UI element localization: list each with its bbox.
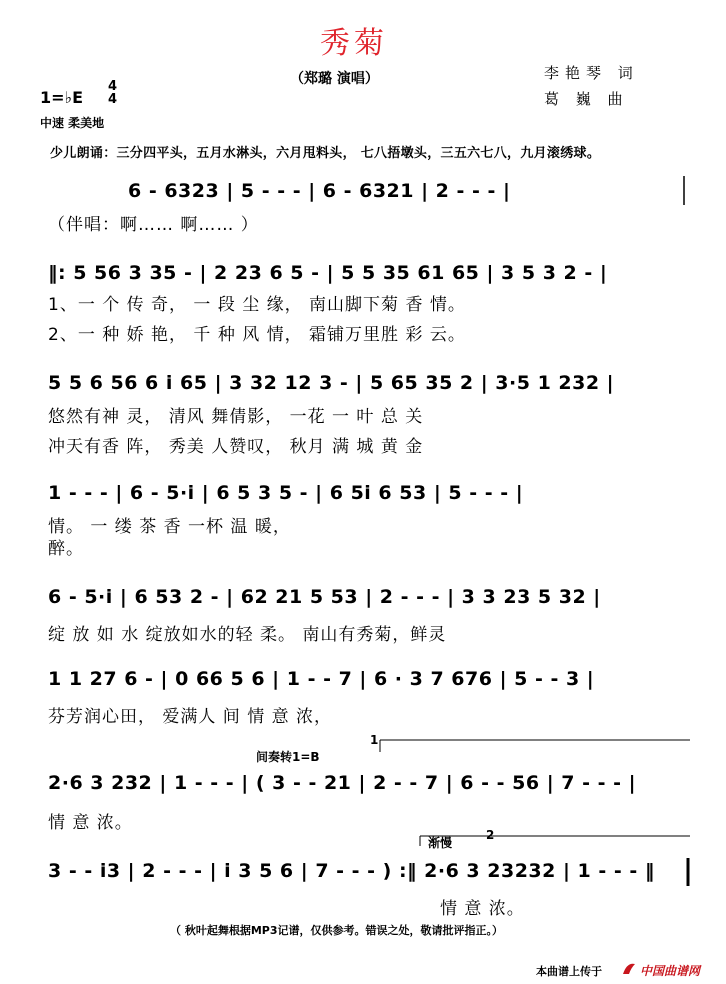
time-signature: 4 4 — [108, 79, 118, 107]
volta-1-label: 1 — [370, 733, 379, 747]
score-system-3-lyrics-verse2: 冲天有香 阵， 秀美 人赞叹， 秋月 满 城 黄 金 — [48, 437, 424, 457]
recitation-line: 少儿朗诵：三分四平头，五月水淋头，六月甩料头， 七八捂墩头，三五六七八，九月滚绣球。 — [50, 146, 601, 161]
lyricist-credit: 李艳琴 词 — [544, 64, 639, 82]
score-system-8-notes: 3 - - i3 | 2 - - - | i 3 5 6 | 7 - - - ) :‖ 2·6 3 23232 | 1 - - - ‖ — [48, 860, 655, 882]
score-system-6-lyrics: 芬芳润心田， 爱满人 间 情 意 浓， — [48, 707, 333, 727]
score-system-3-notes: 5 5 6 56 6 i 65 | 3 32 12 3 - | 5 65 35 2 | 3·5 1 232 | — [48, 372, 615, 394]
singer-credit: （郑璐 演唱） — [290, 71, 379, 87]
score-system-1-notes: 6 - 6323 | 5 - - - | 6 - 6321 | 2 - - - | — [128, 180, 511, 202]
score-system-3-lyrics-verse1: 悠然有神 灵， 清风 舞倩影， 一花 一 叶 总 关 — [48, 407, 424, 427]
score-system-2-notes: ‖: 5 56 3 35 - | 2 23 6 5 - | 5 5 35 61 65 | 3 5 3 2 - | — [48, 262, 608, 284]
score-system-4-notes: 1 - - - | 6 - 5·i | 6 5 3 5 - | 6 5i 6 53 | 5 - - - | — [48, 482, 524, 504]
score-system-8-lyrics: 情 意 浓。 — [440, 899, 525, 919]
site-name: 中国曲谱网 — [640, 964, 701, 978]
score-system-7-lyrics: 情 意 浓。 — [48, 813, 133, 833]
score-system-5-lyrics: 绽 放 如 水 绽放如水的轻 柔。 南山有秀菊，鲜灵 — [48, 625, 447, 645]
score-system-6-notes: 1 1 27 6 - | 0 66 5 6 | 1 - - 7 | 6 · 3 7 676 | 5 - - 3 | — [48, 668, 595, 690]
transcription-footnote: （ 秋叶起舞根据MP3记谱，仅供参考。错误之处，敬请批评指正。） — [170, 924, 503, 937]
score-system-7-notes: 2·6 3 232 | 1 - - - | ( 3 - - 21 | 2 - - 7 | 6 - - 56 | 7 - - - | — [48, 772, 637, 794]
song-title: 秀菊 — [320, 26, 388, 61]
upload-note: 本曲谱上传于 — [536, 965, 602, 978]
key-signature: 1=♭E — [40, 88, 84, 107]
score-system-4-lyrics-line2: 醉。 — [48, 539, 84, 559]
composer-credit: 葛 巍 曲 — [544, 90, 629, 108]
score-system-4-lyrics-line1: 情。 一 缕 茶 香 一杯 温 暖， — [48, 517, 291, 537]
score-system-5-notes: 6 - 5·i | 6 53 2 - | 62 21 5 53 | 2 - - - | 3 3 23 5 32 | — [48, 586, 601, 608]
volta-2-label: 2 — [486, 828, 495, 842]
ritardando-marker: 渐慢 — [428, 836, 453, 850]
score-system-2-lyrics-verse2: 2、一 种 娇 艳， 千 种 风 情， 霜铺万里胜 彩 云。 — [48, 325, 466, 345]
score-system-2-lyrics-verse1: 1、一 个 传 奇， 一 段 尘 缘， 南山脚下菊 香 情。 — [48, 295, 466, 315]
interlude-marker: 间奏转1=B — [256, 750, 320, 764]
tempo-marking: 中速 柔美地 — [40, 116, 105, 130]
score-system-1-lyrics: （伴唱：啊…… 啊…… ） — [48, 215, 259, 235]
